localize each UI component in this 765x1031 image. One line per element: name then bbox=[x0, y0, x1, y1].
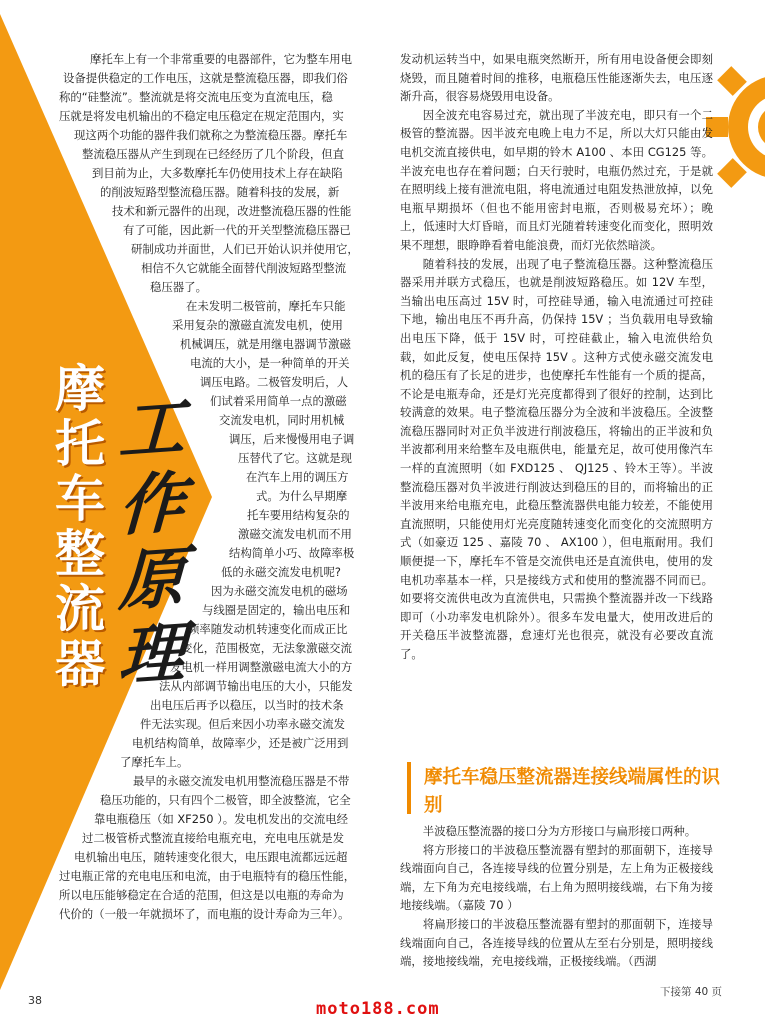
continued-note: 下接第 40 页 bbox=[660, 986, 723, 998]
paragraph: 半波稳压整流器的接口分为方形接口与扁形接口两种。 bbox=[422, 824, 697, 838]
title-char: 车 bbox=[55, 470, 105, 528]
title-char: 整 bbox=[55, 525, 105, 583]
text-line: 机械调压，就是用继电器调节激磁 bbox=[180, 337, 351, 351]
text-line: 摩托车上有一个非常重要的电器部件，它为整车用电 bbox=[90, 52, 352, 66]
watermark-url: moto188.com bbox=[316, 999, 440, 1019]
paragraph: 发动机运转当中，如果电瓶突然断开，所有用电设备便会即刻烧毁，而且随着时间的推移，电瓶稳压性能逐渐失去，电压逐渐升高，很容易烧毁用电设备。 bbox=[400, 52, 713, 104]
text-line: 稳压功能的，只有四个二极管，即全波整流，它全 bbox=[100, 793, 351, 807]
text-line: 设备提供稳定的工作电压，这就是整流稳压器，即我们俗 bbox=[63, 71, 348, 85]
text-line: 到目前为止，大多数摩托车仍使用技术上存在缺陷 bbox=[92, 166, 343, 180]
section-heading: 摩托车稳压整流器连接线端属性的识别 bbox=[424, 767, 721, 816]
text-line: 式。为什么早期摩 bbox=[256, 489, 348, 503]
text-line: 整流稳压器从产生到现在已经经历了几个阶段，但直 bbox=[82, 147, 344, 161]
text-line: 低的永磁交流发电机呢? bbox=[221, 565, 341, 579]
text-line: 代价的（一般一年就损坏了，而电瓶的设计寿命为三年）。 bbox=[59, 907, 350, 921]
text-line: 电机结构简单，故障率少，还是被广泛用到 bbox=[132, 736, 349, 750]
section-accent-bar bbox=[407, 762, 411, 814]
text-line: 称的“硅整流”。整流就是将交流电压变为直流电压，稳 bbox=[59, 90, 333, 104]
text-line: 靠电瓶稳压（如 XF250 ）。发电机发出的交流电经 bbox=[94, 812, 349, 826]
text-line: 的削波短路型整流稳压器。随着科技的发展，新 bbox=[100, 185, 340, 199]
text-line: 激磁交流发电机而不用 bbox=[238, 527, 352, 541]
text-line: 现这两个功能的器件我们就称之为整流稳压器。摩托车 bbox=[74, 128, 348, 142]
title-char: 托 bbox=[55, 415, 105, 473]
text-line: 交流发电机，同时用机械 bbox=[219, 413, 345, 427]
text-line: 稳压器了。 bbox=[150, 280, 207, 294]
text-line: 电机输出电压，随转速变化很大，电压跟电流都远远超 bbox=[74, 850, 348, 864]
text-line: 相信不久它就能全面替代削波短路型整流 bbox=[141, 261, 347, 275]
text-line: 结构简单小巧、故障率极 bbox=[229, 546, 355, 560]
text-line: 调压，后来慢慢用电子调 bbox=[229, 432, 355, 446]
text-line: 与线圈是固定的，输出电压和 bbox=[202, 603, 351, 617]
title-char: 摩 bbox=[55, 360, 105, 418]
page-number: 38 bbox=[28, 994, 42, 1007]
brush-char: 原 bbox=[117, 537, 187, 621]
brush-char: 作 bbox=[117, 462, 187, 546]
text-line: 法从内部调节输出电压的大小，只能发 bbox=[159, 679, 353, 693]
paragraph: 将方形接口的半波稳压整流器有塑封的那面朝下，连接导线端面向自己，各连接导线的位置分别是，左上角为正极接线端，左下角为充电接线端，右上角为照明接线端，右下角为接地接线端。（嘉陵 70 ） bbox=[400, 842, 713, 913]
text-line: 技术和新元器件的出现，改进整流稳压器的性能 bbox=[112, 204, 352, 218]
text-line: 变化，范围极宽，无法象激磁交流 bbox=[181, 641, 352, 655]
text-line: 过电瓶正常的充电电压和电流，由于电瓶特有的稳压性能， bbox=[59, 869, 356, 883]
brush-char: 工 bbox=[117, 387, 187, 471]
text-line: 电流的大小，是一种简单的开关 bbox=[190, 356, 350, 370]
title-char: 流 bbox=[55, 580, 105, 638]
text-line: 出电压后再予以稳压，以当时的技术条 bbox=[150, 698, 344, 712]
title-char: 器 bbox=[55, 635, 105, 693]
paragraph: 将扁形接口的半波稳压整流器有塑封的那面朝下，连接导线端面向自己，各连接导线的位置从左至右分别是，照明接线端，接地接线端，充电接线端，正极接线端。（西湖 bbox=[400, 916, 713, 969]
paragraph: 因全波充电容易过充，就出现了半波充电，即只有一个二极管的整流器。因半波充电晚上电力不足，所以大灯只能由发电机交流直接供电，如早期的铃木 A100 、本田 CG125 等。半波充电也存在着问题；白天行驶时，电瓶仍然过充，于是就在照明线上接有泄流电阻，将电流通过电阻发热泄放掉，以免电瓶早期损坏（但也不能用密封电瓶，否则极易充坏）；晚上，低速时大灯昏暗，而且灯光随着转速变化而变化，照明效果不理想，眼睁睁看着电能浪费，而灯光依然暗淡。 bbox=[400, 107, 713, 252]
text-line: 频率随发动机转速变化而成正比 bbox=[188, 622, 348, 636]
text-line: 因为永磁交流发电机的磁场 bbox=[211, 584, 348, 598]
right-column-bottom bbox=[400, 822, 713, 971]
text-line: 最早的永磁交流发电机用整流稳压器是不带 bbox=[133, 774, 350, 788]
text-line: 过二极管桥式整流直接给电瓶充电，充电电压就是发 bbox=[82, 831, 344, 845]
text-line: 托车要用结构复杂的 bbox=[247, 508, 350, 522]
text-line: 压替代了它。这就是现 bbox=[238, 451, 352, 465]
text-line: 们试着采用简单一点的激磁 bbox=[210, 394, 347, 408]
paragraph: 随着科技的发展，出现了电子整流稳压器。这种整流稳压器采用并联方式稳压，也就是削波短路稳压。如 12V 车型，当输出电压高过 15V 时，可控硅导通，输入电流通过可控硅下地，输出电压不再升高，仍保持 15V ；当负载用电导致输出电压下降，低于 15V 时，可控硅截止，输入电流供给负载，如此反复，使电压保持 15V 。这种方式使永磁交流发电机的稳压有了长足的进步，也使摩托车性能有一个质的提高，不论是电瓶寿命，还是灯光亮度都得到了很好的控制，达到比较满意的效果。电子整流稳压器分为全波和半波稳压。全波整流稳压器同时对正负半波进行削波稳压，将输出的正半波和负半波都利用来给整车及电瓶供电，能量充足，故可使用像汽车一样的直流照明（如 FXD125 、 QJ125 、铃木王等）。半波整流稳压器对负半波进行削波达到稳压的目的，而将输出的正半波用来给电瓶充电，此稳压整流器供电能力较差，不能使用直流照明，只能使用灯光亮度随转速变化而变化的交流照明方式（如豪迈 125 、嘉陵 70 、 AX100 ），但电瓶耐用。我们顺便提一下，摩托车不管是交流供电还是直流供电，使用的发电机功率基本一样，只是接线方式和使用的整流器不同而已。如要将交流供电改为直流供电，只需换个整流器并改一下线路即可（小功率发电机除外）。很多车发电量大，使用改进后的开关稳压半波整流器，怠速灯光也很亮，就没有必要改直流了。 bbox=[400, 256, 713, 661]
brush-char: 理 bbox=[117, 612, 187, 696]
text-line: 压就是将发电机输出的不稳定电压稳定在规定范围内，实 bbox=[59, 109, 344, 123]
text-line: 有了可能，因此新一代的开关型整流稳压器已 bbox=[123, 223, 351, 237]
text-line: 了摩托车上。 bbox=[120, 755, 189, 769]
vertical-title bbox=[52, 362, 108, 692]
text-line: 件无法实现。但后来因小功率永磁交流发 bbox=[140, 717, 346, 731]
text-line: 发电机一样用调整激磁电流大小的方 bbox=[170, 660, 353, 674]
text-line: 在汽车上用的调压方 bbox=[246, 470, 349, 484]
text-line: 研制成功并面世，人们已开始认识并使用它， bbox=[131, 242, 359, 256]
text-line: 采用复杂的激磁直流发电机，使用 bbox=[172, 318, 343, 332]
text-line: 所以电压能够稳定在合适的范围，但这是以电瓶的寿命为 bbox=[59, 888, 344, 902]
text-line: 调压电路。二极管发明后，人 bbox=[200, 375, 349, 389]
right-column bbox=[400, 50, 713, 664]
text-line: 在未发明二极管前，摩托车只能 bbox=[186, 299, 346, 313]
brush-title bbox=[112, 387, 192, 696]
